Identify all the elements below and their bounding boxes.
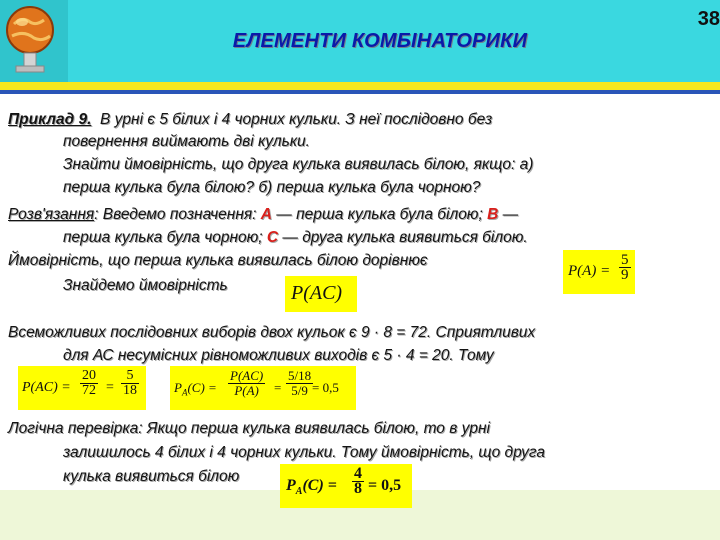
example-line-2: повернення виймають дві кульки. bbox=[63, 133, 310, 150]
formula-cond-fraction-2 bbox=[286, 369, 313, 398]
formula-pac-num2: 5 bbox=[121, 369, 139, 384]
formula-pac-fraction-1 bbox=[80, 369, 98, 398]
header-divider-yellow bbox=[0, 82, 720, 90]
check-line-3: кулька виявиться білою bbox=[63, 468, 240, 485]
formula-check-fraction bbox=[352, 467, 364, 496]
formula-pa-lhs: P(A) = bbox=[568, 263, 611, 279]
formula-check-arg: (C) = bbox=[302, 477, 337, 494]
formula-cond-eq: = bbox=[274, 380, 282, 395]
example-line-4: перша кулька була білою? б) перша кулька була чорною? bbox=[63, 179, 481, 196]
formula-check-den: 8 bbox=[354, 480, 362, 497]
formula-cond-lhs bbox=[174, 380, 217, 398]
formula-pac-target bbox=[285, 276, 357, 312]
event-a-label: A bbox=[260, 206, 272, 223]
example-label: Приклад 9. bbox=[8, 111, 92, 128]
formula-pac-den1: 72 bbox=[82, 383, 96, 398]
formula-cond-fraction-1 bbox=[228, 369, 265, 398]
event-c-label: C bbox=[266, 229, 279, 246]
solution-line-2 bbox=[63, 228, 528, 247]
example-line-3: Знайти ймовірність, що друга кулька виявилась білою, якщо: а) bbox=[63, 156, 534, 173]
formula-cond-num2: 5/18 bbox=[288, 368, 312, 383]
solution-text-2b: — друга кулька виявиться білою. bbox=[278, 229, 528, 246]
formula-pac-eq: = bbox=[106, 380, 114, 395]
formula-pac-text: P(AC) bbox=[291, 282, 343, 304]
solution-text-1b: — перша кулька була білою; bbox=[271, 206, 488, 223]
outcomes-line-2: для АС несумісних рівноможливих виходів є 5 · 4 = 20. Тому bbox=[63, 347, 494, 364]
formula-check-sub: A bbox=[295, 486, 303, 498]
formula-cond-den1: P(A) bbox=[234, 383, 259, 398]
formula-pa-num: 5 bbox=[621, 252, 629, 268]
formula-cond-sub: A bbox=[181, 387, 188, 398]
formula-check-p: P bbox=[286, 477, 296, 494]
formula-check-lhs bbox=[286, 477, 337, 497]
formula-pa-den: 9 bbox=[621, 267, 629, 283]
formula-pa-fraction bbox=[619, 253, 631, 282]
formula-pac-lhs: P(AC) = bbox=[22, 380, 71, 395]
formula-cond-p: P bbox=[174, 380, 182, 395]
formula-conditional bbox=[170, 366, 356, 410]
formula-pac-den2: 18 bbox=[123, 383, 137, 398]
prob-first-text: Ймовірність, що перша кулька виявилась білою дорівнює bbox=[8, 252, 428, 269]
slide-number: 38 bbox=[697, 8, 720, 30]
formula-pac bbox=[18, 366, 146, 410]
formula-check-result: = 0,5 bbox=[368, 477, 402, 494]
slide-title: ЕЛЕМЕНТИ КОМБІНАТОРИКИ bbox=[232, 30, 528, 52]
formula-cond-arg: (C) = bbox=[187, 380, 217, 395]
check-line-2: залишилось 4 білих і 4 чорних кульки. Тому ймовірність, що друга bbox=[63, 444, 546, 461]
formula-pa bbox=[563, 250, 635, 294]
formula-cond-den2: 5/9 bbox=[291, 383, 308, 398]
formula-check bbox=[280, 464, 412, 508]
check-line-1: Логічна перевірка: Якщо перша кулька виявилась білою, то в урні bbox=[8, 420, 490, 437]
formula-cond-num1: P(AC) bbox=[230, 368, 264, 383]
solution-text-1c: — bbox=[498, 206, 519, 223]
header-divider-blue bbox=[0, 90, 720, 94]
outcomes-line-1: Всеможливих послідовних виборів двох кульок є 9 · 8 = 72. Сприятливих bbox=[8, 324, 536, 341]
find-text: Знайдемо ймовірність bbox=[63, 277, 228, 294]
formula-check-num: 4 bbox=[354, 465, 362, 482]
solution-text-2a: перша кулька була чорною; bbox=[63, 229, 267, 246]
formula-pac-fraction-2 bbox=[121, 369, 139, 398]
event-b-label: B bbox=[487, 206, 499, 223]
solution-text-1a: : Введемо позначення: bbox=[94, 206, 261, 223]
solution-label: Розв'язання bbox=[8, 206, 95, 223]
example-text-1: В урні є 5 білих і 4 чорних кульки. З неї послідовно без bbox=[100, 111, 493, 128]
example-line-1 bbox=[8, 110, 492, 129]
formula-cond-result: = 0,5 bbox=[312, 380, 339, 395]
solution-line-1 bbox=[8, 205, 518, 224]
formula-pac-num1: 20 bbox=[82, 368, 96, 383]
